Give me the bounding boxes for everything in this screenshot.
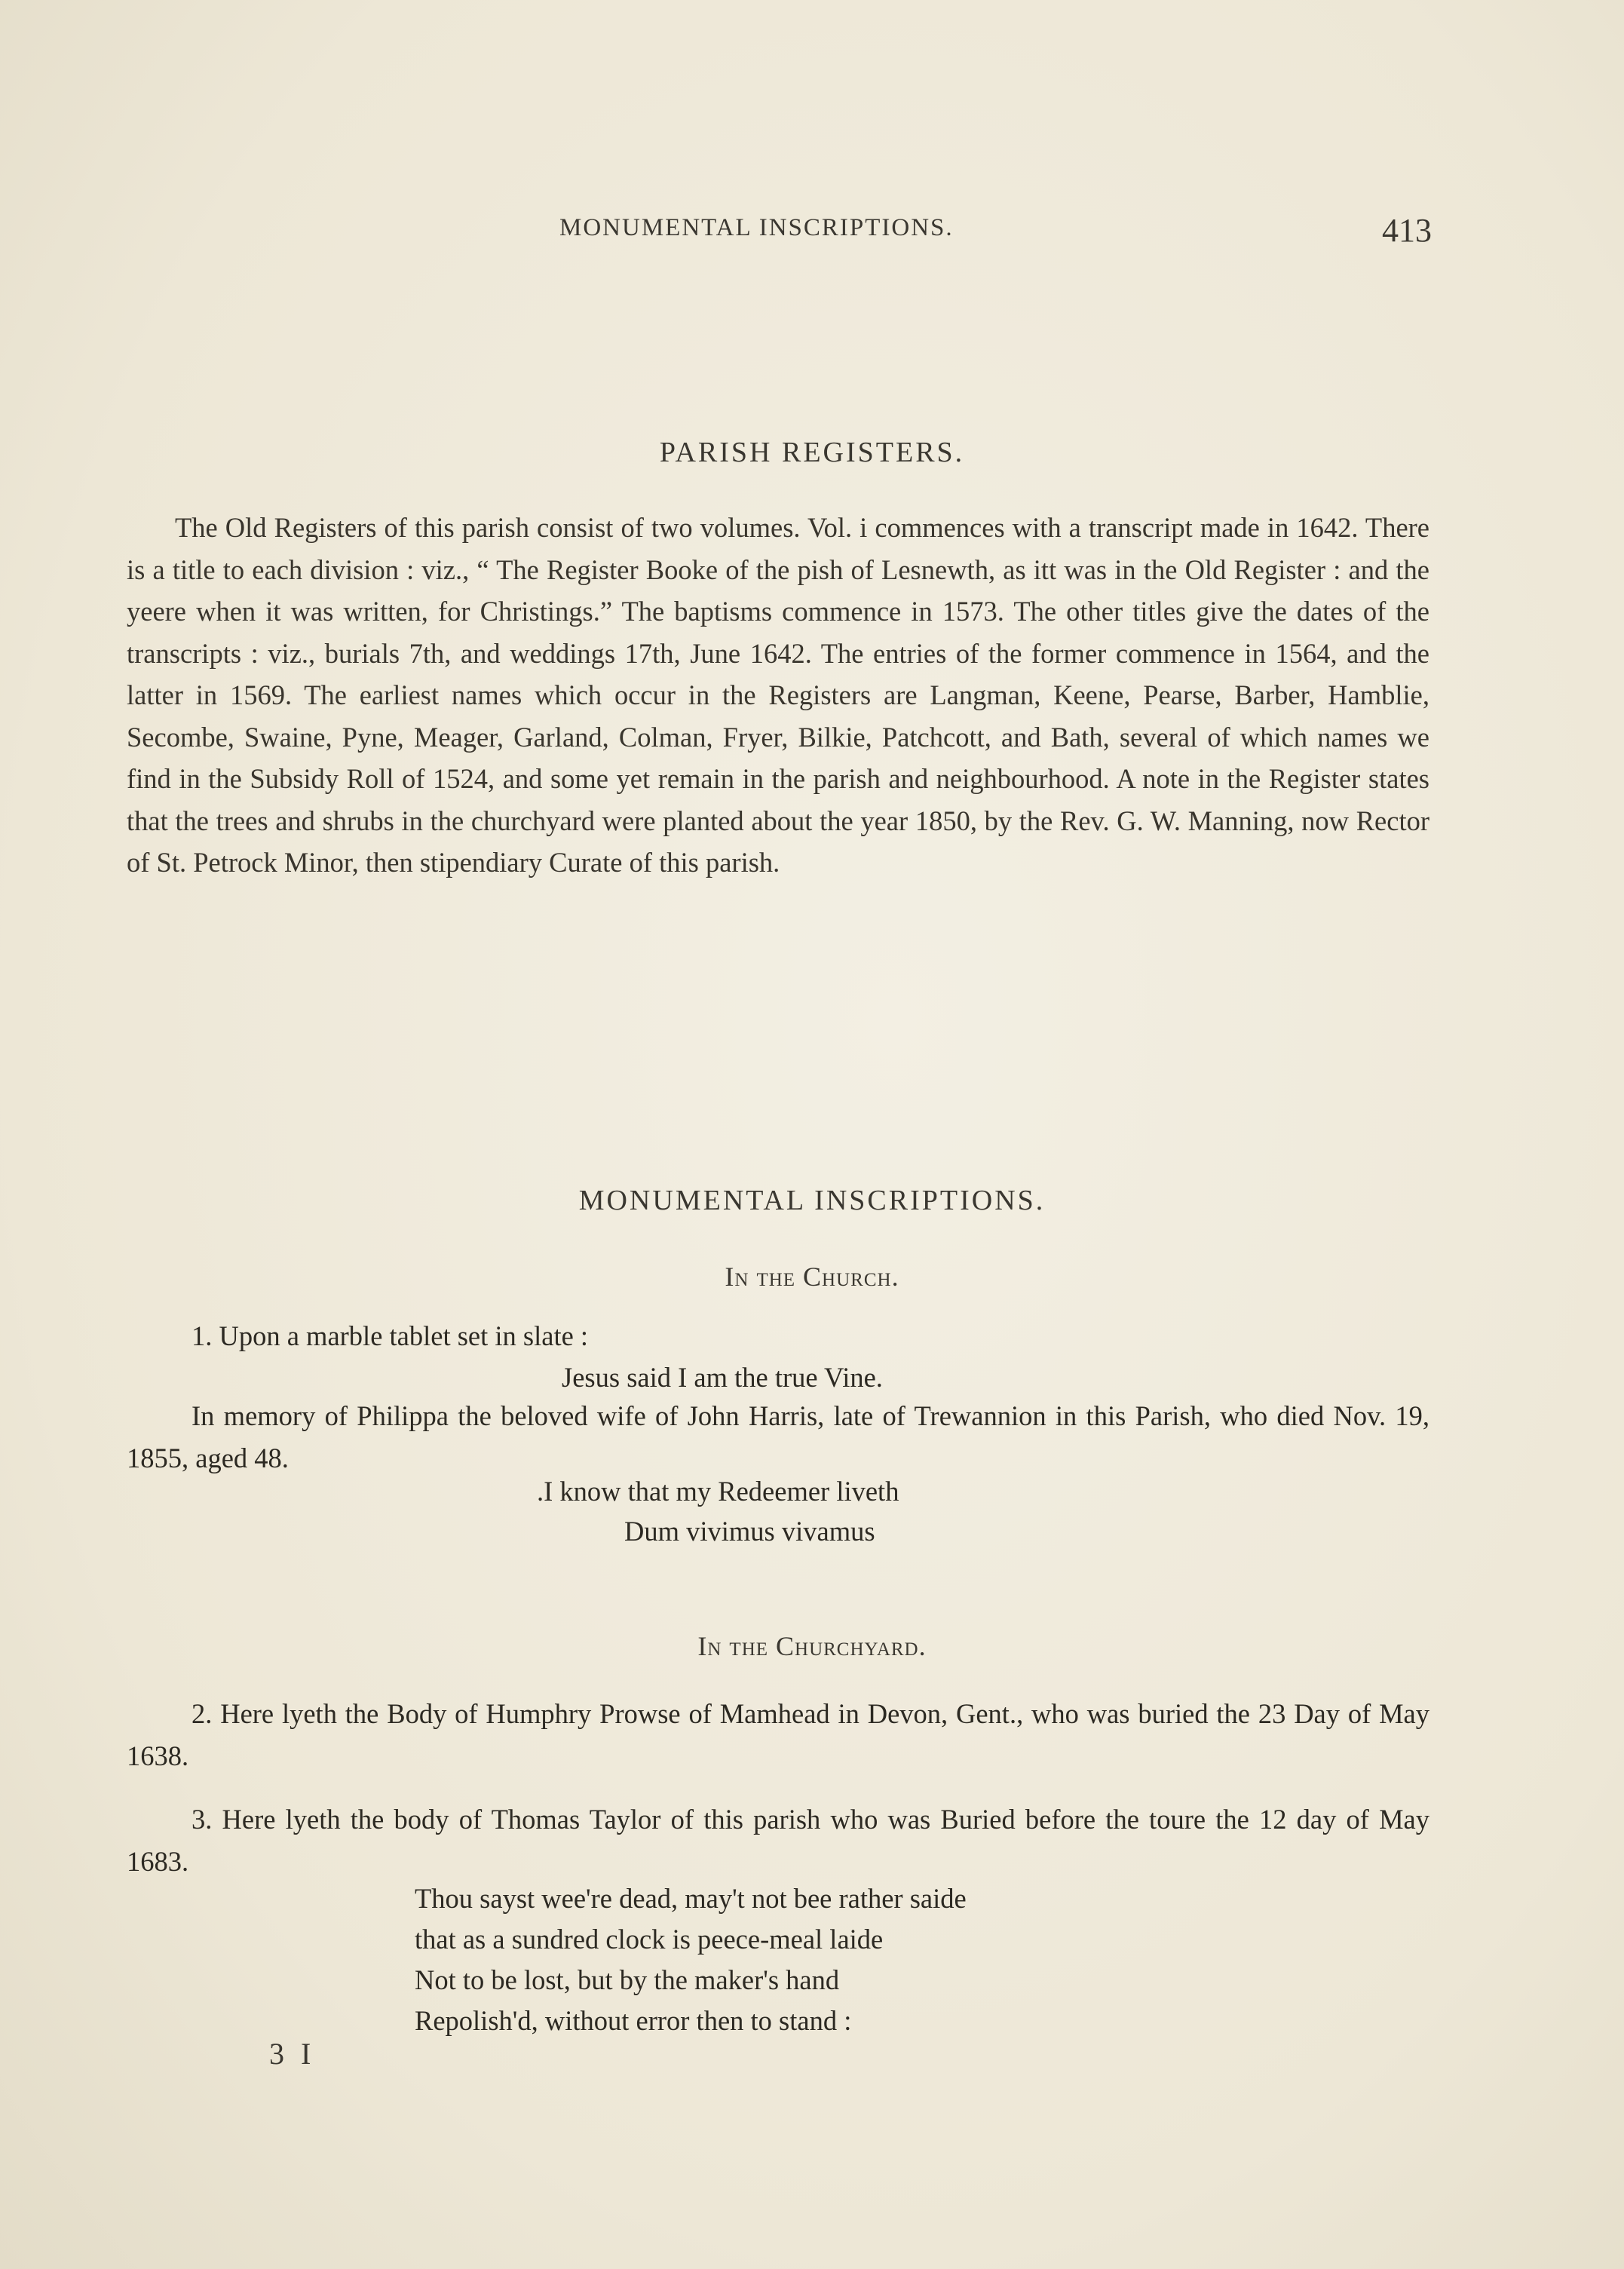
item-1-intro: 1. Upon a marble tablet set in slate : [192, 1320, 589, 1351]
verse-line-3: Not to be lost, but by the maker's hand [415, 1964, 840, 1995]
parish-registers-text: The Old Registers of this parish consist of two volumes. Vol. i commences with a transcript made in 1642. There is a title to each division : viz., “ The Register Booke of the pish of Lesnewth, as itt was in the Old Register : and the yeere when it was written, for Christings.” The baptisms commence in 1573. The other titles give the dates of the transcripts : viz., burials 7th, and weddings 17th, June 1642. The entries of the former commence in 1564, and the latter in 1569. The earliest names which occur in the Registers are Langman, Keene, Pearse, Barber, Hamblie, Secombe, Swaine, Pyne, Meager, Garland, Colman, Fryer, Bilkie, Patchcott, and Bath, several of which names we find in the Subsidy Roll of 1524, and some yet remain in the parish and neighbourhood. A note in the Register states that the trees and shrubs in the churchyard were planted about the year 1850, by the Rev. G. W. Manning, now Rector of St. Petrock Minor, then stipendiary Curate of this parish. [127, 512, 1429, 878]
parish-registers-title: PARISH REGISTERS. [659, 437, 965, 468]
in-the-churchyard-heading: In the Churchyard. [697, 1631, 927, 1661]
verse-line-1: Thou sayst wee're dead, may't not bee rather saide [415, 1883, 967, 1914]
verse-line-4: Repolish'd, without error then to stand : [415, 2005, 852, 2036]
item-1-motto: Jesus said I am the true Vine. [562, 1362, 883, 1393]
item-1-text: In memory of Philippa the beloved wife of John Harris, late of Trewannion in this Parish, who died Nov. 19, 1855, aged 48. [127, 1400, 1429, 1473]
in-the-church-heading: In the Church. [725, 1262, 899, 1292]
page-number: 413 [1382, 212, 1432, 249]
item-1-line-3: .I know that my Redeemer liveth [537, 1476, 899, 1507]
item-2-text: 2. Here lyeth the Body of Humphry Prowse of Mamhead in Devon, Gent., who was buried the 23 Day of May 1638. [127, 1698, 1429, 1771]
running-head: MONUMENTAL INSCRIPTIONS. [559, 214, 954, 241]
monumental-inscriptions-title: MONUMENTAL INSCRIPTIONS. [578, 1185, 1046, 1216]
signature-mark: 3 I [269, 2037, 316, 2071]
item-1-line-4: Dum vivimus vivamus [624, 1516, 875, 1547]
verse-line-2: that as a sundred clock is peece-meal laide [415, 1924, 884, 1955]
item-3-text: 3. Here lyeth the body of Thomas Taylor of this parish who was Buried before the toure the 12 day of May 1683. [127, 1804, 1429, 1877]
parish-registers-paragraph [127, 507, 1429, 884]
